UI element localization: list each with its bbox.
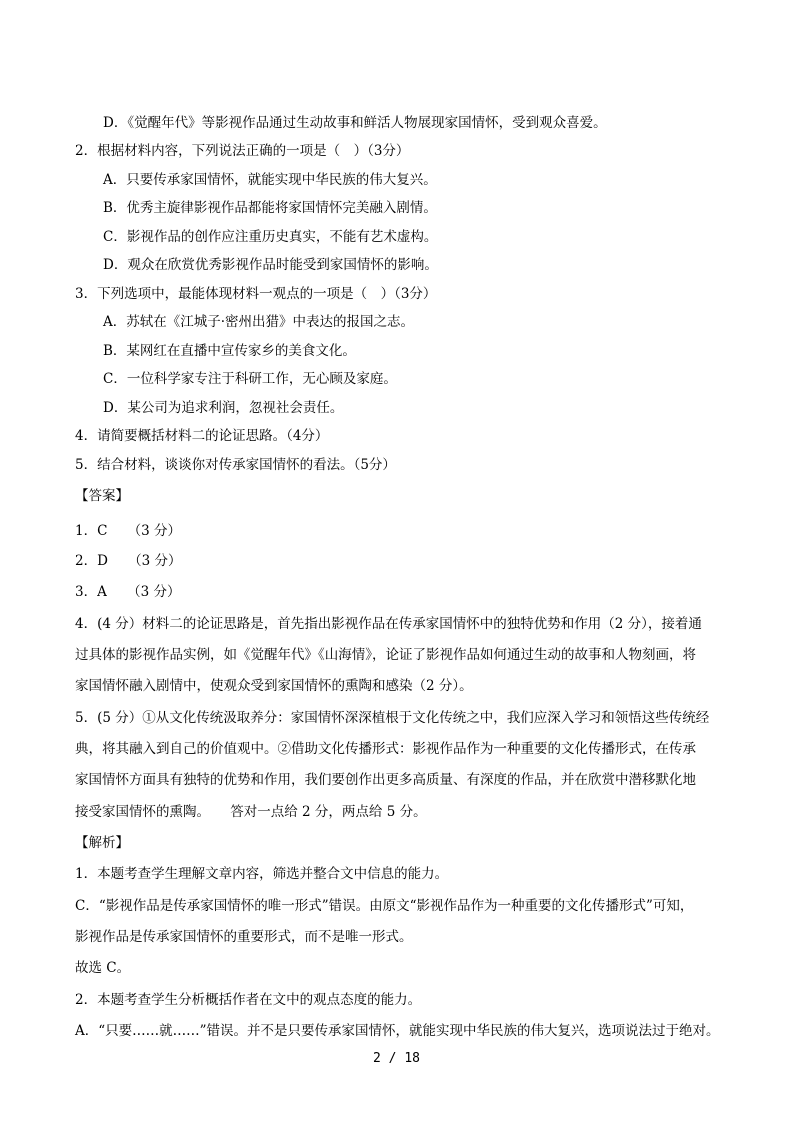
line-answer-5-4: 接受家国情怀的熏陶。 答对一点给 2 分，两点给 5 分。 [75, 804, 427, 820]
line-q3-option-b: B．某网红在直播中宣传家乡的美食文化。 [103, 343, 356, 359]
line-q4-stem: 4．请简要概括材料二的论证思路。（4分） [75, 428, 329, 444]
line-q3-option-d: D．某公司为追求利润，忽视社会责任。 [103, 400, 344, 416]
line-analysis-1-4: 故选 C。 [75, 960, 131, 976]
analysis-heading: 【解析】 [75, 835, 129, 851]
line-q1-option-d: D．《觉醒年代》等影视作品通过生动故事和鲜活人物展现家国情怀，受到观众喜爱。 [103, 115, 607, 131]
line-analysis-1-3: 影视作品是传承家国情怀的重要形式，而不是唯一形式。 [75, 929, 413, 945]
line-q2-option-d: D．观众在欣赏优秀影视作品时能受到家国情怀的影响。 [103, 257, 438, 273]
line-q2-stem: 2．根据材料内容，下列说法正确的一项是（ ）（3分） [75, 143, 410, 159]
answer-heading: 【答案】 [75, 488, 129, 504]
line-answer-4-2: 过具体的影视作品实例，如《觉醒年代》《山海情》，论证了影视作品如何通过生动的故事和人物刻画，将 [75, 647, 696, 663]
line-q2-option-a: A．只要传承家国情怀，就能实现中华民族的伟大复兴。 [103, 172, 437, 188]
line-answer-5-3: 家国情怀方面具有独特的优势和作用，我们要创作出更多高质量、有深度的作品，并在欣赏中潜移默化地 [75, 772, 696, 788]
line-q3-stem: 3．下列选项中，最能体现材料一观点的一项是（ ）（3分） [75, 286, 437, 302]
line-q2-option-c: C．影视作品的创作应注重历史真实，不能有艺术虚构。 [103, 229, 438, 245]
page-number: 2 / 18 [373, 1051, 420, 1066]
line-analysis-1-1: 1．本题考查学生理解文章内容，筛选并整合文中信息的能力。 [75, 866, 449, 882]
line-q2-option-b: B．优秀主旋律影视作品都能将家国情怀完美融入剧情。 [103, 200, 437, 216]
line-answer-4-3: 家国情怀融入剧情中，使观众受到家国情怀的熏陶和感染（2 分）。 [75, 678, 473, 694]
line-answer-1: 1．C （3 分） [75, 523, 182, 539]
line-answer-5-1: 5．(5 分）①从文化传统汲取养分：家国情怀深深植根于文化传统之中，我们应深入学习和领悟这些传统经 [75, 710, 710, 726]
line-q3-option-c: C．一位科学家专注于科研工作，无心顾及家庭。 [103, 371, 397, 387]
line-answer-2: 2．D （3 分） [75, 553, 182, 569]
line-analysis-1-2: C．“影视作品是传承家国情怀的唯一形式”错误。由原文“影视作品作为一种重要的文化传播形式”可知， [75, 898, 694, 914]
line-q3-option-a: A．苏轼在《江城子·密州出猎》中表达的报国之志。 [103, 314, 415, 330]
line-answer-4-1: 4．(4 分）材料二的论证思路是，首先指出影视作品在传承家国情怀中的独特优势和作用（2 分），接着通 [75, 616, 702, 632]
line-analysis-2-1: 2．本题考查学生分析概括作者在文中的观点态度的能力。 [75, 992, 422, 1008]
line-analysis-2-2: A．“只要……就……”错误。并不是只要传承家国情怀，就能实现中华民族的伟大复兴，选项说法过于绝对。 [75, 1023, 720, 1039]
line-answer-5-2: 典，将其融入到自己的价值观中。②借助文化传播形式：影视作品作为一种重要的文化传播形式，在传承 [75, 741, 696, 757]
line-q5-stem: 5．结合材料，谈谈你对传承家国情怀的看法。（5分） [75, 457, 396, 473]
line-answer-3: 3．A （3 分） [75, 584, 181, 600]
